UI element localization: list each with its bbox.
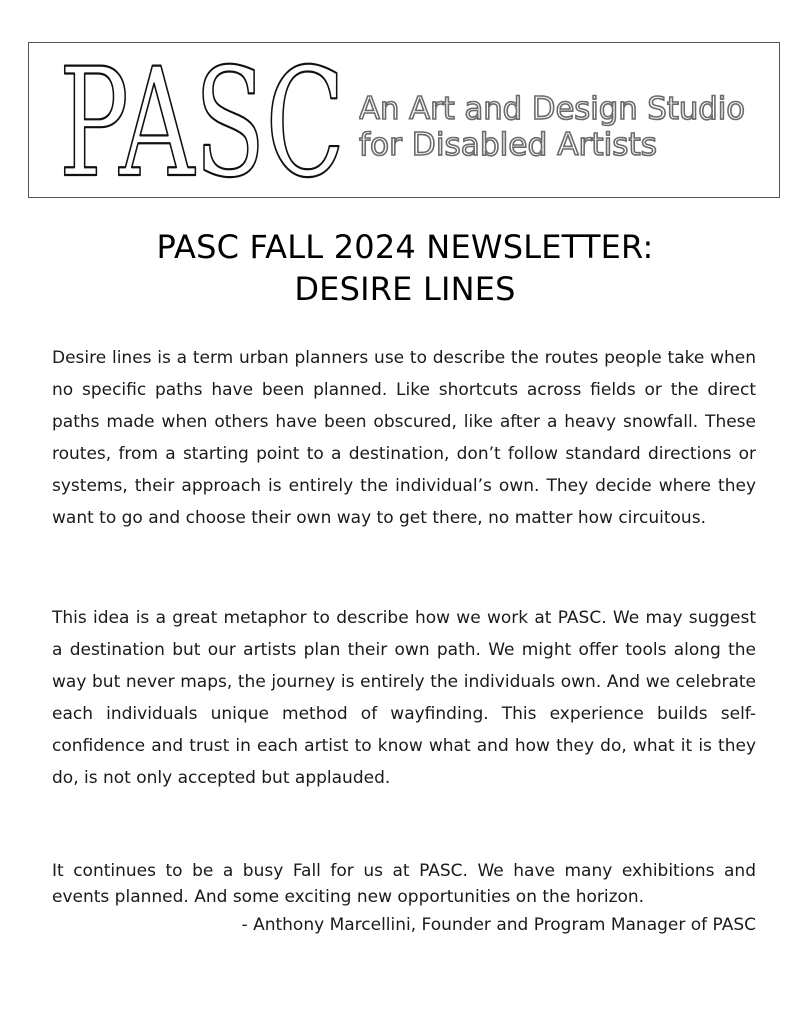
header-banner xyxy=(28,42,780,198)
svg-text:An Art and Design Studio: An Art and Design Studio xyxy=(359,91,745,127)
paragraph-metaphor: This idea is a great metaphor to describe how we work at PASC. We may suggest a destination but our artists plan their own path. We might offer tools along the way but never maps, the journey is entirely the individuals own. And we celebrate each individuals unique method of wayfinding. This experience builds self-confidence and trust in each artist to know what and how they do, what it is they do, is not only accepted but applauded. xyxy=(52,608,756,788)
svg-text:PASC: PASC xyxy=(59,53,345,191)
studio-tagline xyxy=(359,89,769,161)
paragraph-desire-lines: Desire lines is a term urban planners use to describe the routes people take when no specific paths have been planned. Like shortcuts across fields or the direct paths made when others have been obscured, like after a heavy snowfall. These routes, from a starting point to a destination, don’t follow standard directions or systems, their approach is entirely the individual’s own. They decide where they want to go and choose their own way to get there, no matter how circuitous. xyxy=(52,348,756,528)
newsletter-title xyxy=(0,226,810,310)
pasc-logo xyxy=(53,53,353,191)
svg-text:for Disabled Artists: for Disabled Artists xyxy=(359,127,657,161)
signature: - Anthony Marcellini, Founder and Program Manager of PASC xyxy=(241,915,756,935)
title-line-2: DESIRE LINES xyxy=(294,270,516,308)
title-line-1: PASC FALL 2024 NEWSLETTER: xyxy=(156,228,654,266)
paragraph-busy-fall: It continues to be a busy Fall for us at PASC. We have many exhibitions and events planned. And some exciting new opportunities on the horizon. xyxy=(52,861,756,907)
